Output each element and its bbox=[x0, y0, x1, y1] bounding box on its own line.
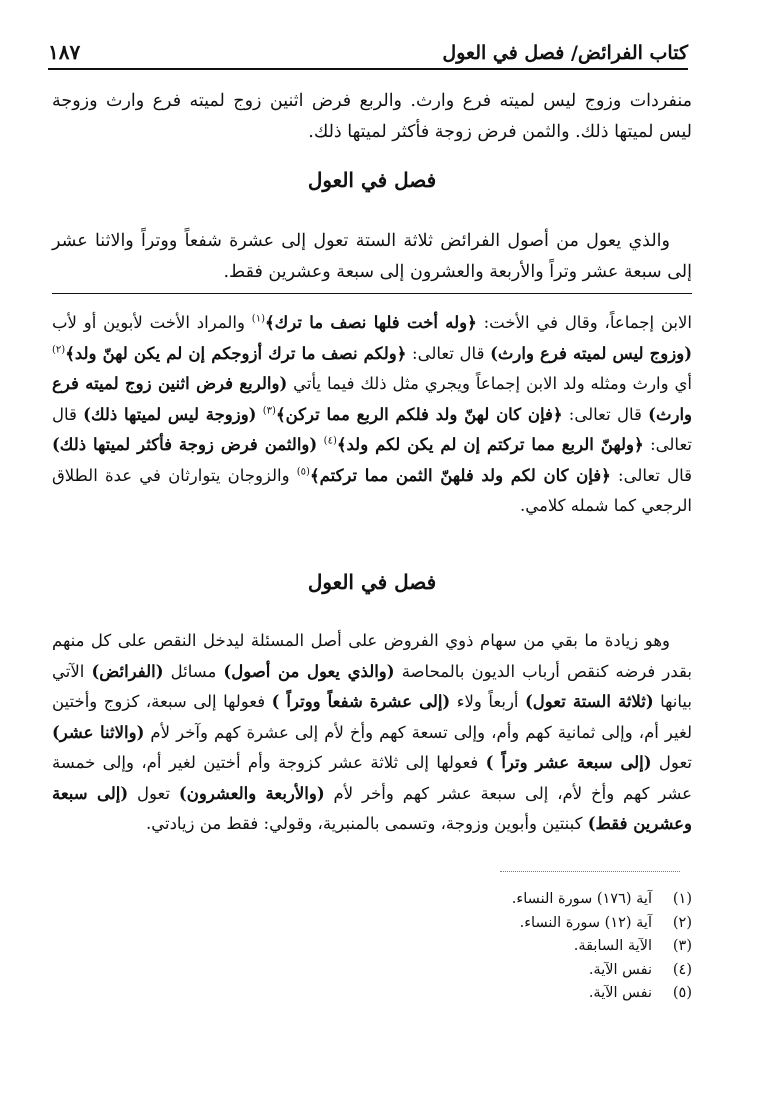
matn-quote: (إلى سبعة وعشرين فقط) bbox=[52, 783, 692, 833]
quran-quote: ﴿ولكم نصف ما ترك أزوجكم إن لم يكن لهنّ ولد﴾ bbox=[65, 343, 407, 363]
comm1-text: والمراد الأخت لأبوين أو لأب bbox=[52, 313, 252, 332]
footnote-text: آية (١٢) سورة النساء. bbox=[519, 914, 652, 931]
commentary-section-heading: فصل في العول bbox=[307, 570, 437, 594]
comm1-text: أي وارث ومثله ولد الابن إجماعاً ويجري مثل ذلك فيما يأتي bbox=[287, 374, 692, 393]
matn-quote: (الفرائض) bbox=[91, 661, 164, 681]
footnotes-divider bbox=[500, 871, 680, 872]
comm1-text: والزوجان يتوارثان في عدة الطلاق الرجعي كما شمله كلامي. bbox=[52, 465, 692, 515]
footnote-ref: (٢) bbox=[52, 344, 66, 355]
comm2-text: كبنتين وأبوين وزوجة، وتسمى بالمنبرية، وقولي: فقط من زيادتي. bbox=[145, 814, 588, 833]
comm2-text: تعول bbox=[128, 783, 179, 803]
footnote-text: آية (١٧٦) سورة النساء. bbox=[511, 891, 652, 907]
matn-quote: (إلى سبعة عشر وتراً ) bbox=[485, 753, 652, 772]
running-title: كتاب الفرائض/ فصل في العول bbox=[442, 42, 688, 64]
footnote-text: نفس الآية. bbox=[588, 985, 652, 1001]
running-header bbox=[48, 36, 688, 70]
commentary-paragraph-1 bbox=[52, 308, 692, 522]
footnote-text: الآية السابقة. bbox=[573, 938, 652, 954]
quran-quote: ﴿فإن كان لكم ولد فلهنّ الثمن مما تركتم﴾ bbox=[309, 465, 611, 485]
footnote-item bbox=[392, 959, 692, 983]
matn-quote: (والاثنا عشر) bbox=[52, 722, 145, 742]
matn-quote: (وزوجة ليس لميتها ذلك) bbox=[83, 404, 257, 424]
main-paragraph-2: والذي يعول من أصول الفرائض ثلاثة الستة تعول إلى عشرة شفعاً ووتراً والاثنا عشر إلى سبعة عشر وتراً والأربعة والعشرون إلى سبعة وعشرين فقط. bbox=[52, 231, 692, 282]
page-number: ١٨٧ bbox=[48, 40, 81, 64]
quran-quote: ﴿ولهنّ الربع مما تركتم إن لم يكن لكم ولد﴾ bbox=[336, 435, 644, 454]
footnote-item bbox=[392, 888, 692, 912]
matn-quote: (ثلاثة الستة تعول) bbox=[524, 692, 654, 711]
comm1-text: قال تعالى: bbox=[562, 404, 649, 424]
comm1-text: قال تعالى: bbox=[610, 465, 692, 485]
footnote-number: (١) bbox=[672, 891, 692, 907]
matn-quote: (والأربعة والعشرون) bbox=[178, 783, 325, 803]
footnote-text: نفس الآية. bbox=[588, 961, 652, 978]
comm2-text: وهو زيادة ما بقي من سهام ذوي الفروض على أصل المسئلة ليدخل النقص على كل منهم بقدر فرضه كنقص أرباب الديون بالمحاصة bbox=[52, 631, 692, 681]
matn-quote: (إلى عشرة شفعاً ووتراً ) bbox=[271, 692, 451, 711]
matn-quote: (والذي يعول من أصول) bbox=[223, 661, 395, 681]
footnote-ref: (٤) bbox=[323, 435, 337, 447]
footnote-number: (٤) bbox=[672, 961, 692, 978]
comm2-text: مسائل bbox=[163, 661, 224, 681]
comm1-text: الابن إجماعاً، وقال في الأخت: bbox=[476, 313, 693, 332]
footnote-ref: (٥) bbox=[296, 466, 310, 477]
quran-quote: ﴿وله أخت فلها نصف ما ترك﴾ bbox=[264, 313, 477, 332]
main-text-separator bbox=[52, 293, 692, 294]
footnote-number: (٢) bbox=[672, 914, 692, 931]
matn-quote: (والربع فرض اثنين زوج لميته فرع وارث) bbox=[52, 374, 693, 424]
footnote-item bbox=[392, 982, 692, 1006]
footnote-item bbox=[392, 912, 692, 936]
footnote-ref: (٣) bbox=[262, 405, 276, 416]
comm2-text: فعولها إلى ثلاثة عشر كزوجة وأم أختين لغير أم، وإلى خمسة عشر كهم وأخ لأم، إلى سبعة عشر كهم وأخر لأم bbox=[52, 753, 693, 803]
matn-quote: (والثمن فرض زوجة فأكثر لميتها ذلك) bbox=[52, 435, 318, 454]
footnotes bbox=[392, 888, 692, 1006]
matn-quote: (وزوج ليس لميته فرع وارث) bbox=[490, 343, 692, 363]
footnote-number: (٣) bbox=[672, 938, 692, 954]
footnote-item bbox=[392, 935, 692, 959]
main-section-heading: فصل في العول bbox=[307, 168, 437, 192]
comm1-text: قال تعالى: bbox=[52, 404, 693, 454]
comm1-text: قال تعالى: bbox=[406, 343, 491, 363]
footnote-number: (٥) bbox=[672, 985, 692, 1001]
footnote-ref: (١) bbox=[251, 313, 265, 325]
main-paragraph-1: منفردات وزوج ليس لميته فرع وارث. والربع فرض اثنين زوج لميته فرع وارث وزوجة ليس لميتها ذلك. والثمن فرض زوجة فأكثر لميتها ذلك. bbox=[52, 91, 692, 142]
comm2-text: أربعاً ولاء bbox=[450, 692, 525, 711]
quran-quote: ﴿فإن كان لهنّ ولد فلكم الربع مما تركن﴾ bbox=[275, 404, 563, 424]
commentary-paragraph-2 bbox=[52, 626, 692, 840]
comm2-text: الآتي بيانها bbox=[52, 661, 692, 711]
comm2-text: تعول bbox=[651, 753, 692, 772]
comm2-text: فعولها إلى سبعة، كزوج وأختين لغير أم، وإلى ثمانية كهم وأم، وإلى تسعة كهم وأخ لأم إلى عشرة كهم وآخر لأم bbox=[52, 692, 692, 742]
